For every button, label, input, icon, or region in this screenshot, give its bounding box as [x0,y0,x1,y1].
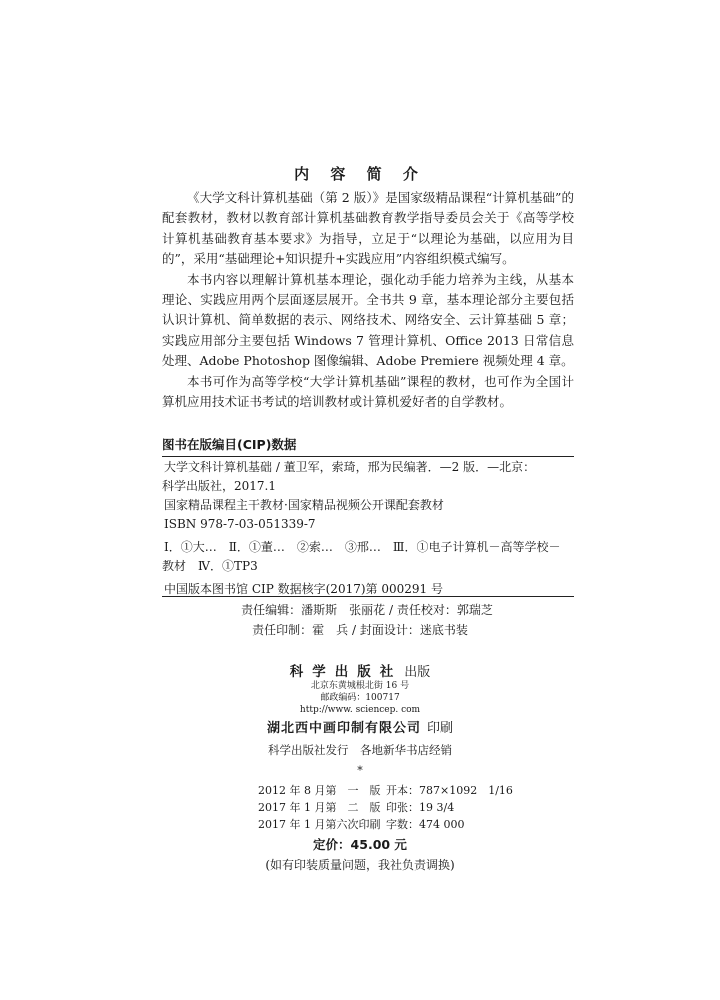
publisher-suffix: 出版 [404,665,431,680]
cip-block [162,458,574,599]
edition-row [258,782,578,799]
edition-info: 2012 年 8 月第 一 版 [258,784,381,797]
section-title: 内 容 简 介 [294,165,426,183]
edition-row [258,816,578,833]
publisher-line [0,660,720,680]
staff-credits [0,600,720,640]
printer-line [0,717,720,736]
separator-star: * [357,764,363,777]
publisher-name: 科学出版社 [289,664,403,680]
intro-paragraph: 《大学文科计算机基础（第 2 版）》是国家级精品课程“计算机基础”的配套教材，教材以教育部计算机基础教育教学指导委员会关于《高等学校计算机基础教育基本要求》为指导，立足于“以理论为基础，以应用为目的”，采用“基础理论+知识提升+实践应用”内容组织模式编写。 [162,190,574,267]
spec-info: 开本：787×1092 1/16 [386,784,513,797]
cip-line: 科学出版社，2017.1 [162,479,276,493]
spec-info: 字数：474 000 [386,818,465,831]
price: 定价：45.00 元 [313,837,407,852]
intro-paragraph: 本书内容以理解计算机基本理论，强化动手能力培养为主线，从基本理论、实践应用两个层面逐层展开。全书共 9 章，基本理论部分主要包括认识计算机、简单数据的表示、网络技术、网络安全、云计算基础 5 章；实践应用部分主要包括 Windows 7 管理计算机、Office 2013 日常信息处理、Adobe Photoshop 图像编辑、Adobe Premiere 视频处理 4 章。 [162,271,574,369]
staff-row: 责任编辑：潘斯斯 张丽花 / 责任校对：郭瑞芝 [241,603,493,617]
printer-name: 湖北西中画印制有限公司 [266,721,421,736]
publisher-postcode: 邮政编码：100717 [320,693,400,703]
distribution-line: 科学出版社发行 各地新华书店经销 [268,743,452,757]
printer-suffix: 印刷 [427,721,454,736]
cip-number: 中国版本图书馆 CIP 数据核字(2017)第 000291 号 [164,582,443,596]
staff-row: 责任印制：霍 兵 / 封面设计：迷底书装 [252,623,468,637]
publisher-address: 北京东黄城根北街 16 号 [310,681,410,691]
cip-isbn: ISBN 978-7-03-051339-7 [164,517,316,531]
publisher-url: http://www. sciencep. com [299,705,421,715]
quality-notice: (如有印装质量问题，我社负责调换) [265,858,455,872]
cip-line: 国家精品课程主干教材·国家精品视频公开课配套教材 [164,498,444,512]
edition-table [258,782,578,833]
edition-row [258,799,578,816]
edition-info: 2017 年 1 月第 二 版 [258,801,381,814]
cip-line: 教材 Ⅳ．①TP3 [162,559,258,573]
cip-line: Ⅰ．①大… Ⅱ．①董… ②索… ③邢… Ⅲ．①电子计算机－高等学校－ [164,540,561,554]
cip-line: 大学文科计算机基础 / 董卫军，索琦，邢为民编著．—2 版．—北京： [164,460,536,474]
divider [162,596,574,597]
publisher-block [0,660,720,716]
edition-info: 2017 年 1 月第六次印刷 [258,818,381,831]
intro-paragraph: 本书可作为高等学校“大学计算机基础”课程的教材，也可作为全国计算机应用技术证书考试的培训教材或计算机爱好者的自学教材。 [162,373,574,410]
intro-body [162,188,574,412]
spec-info: 印张：19 3/4 [386,801,455,814]
cip-header: 图书在版编目(CIP)数据 [162,435,574,457]
